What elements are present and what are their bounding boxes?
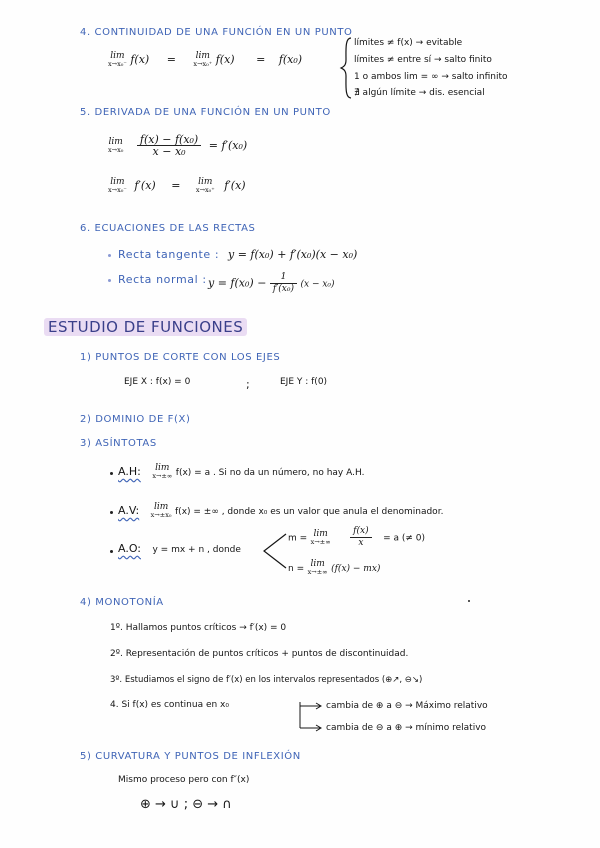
derivative-term: f′(x) [224, 179, 246, 192]
fraction-denominator: x [358, 538, 364, 548]
lateral-derivatives [108, 178, 246, 194]
lim-subscript: x→±∞ [152, 472, 173, 480]
derivative-result: = f′(x₀) [208, 138, 248, 152]
lim-subscript-right: x→x₀⁺ [193, 60, 213, 68]
section-5-title: 5. DERIVADA DE UNA FUNCIÓN EN UN PUNTO [80, 107, 331, 118]
av-text: f(x) = ±∞ , donde x₀ es un valor que anula el denominador. [175, 507, 444, 517]
lim-label: lim [310, 559, 325, 569]
lim-subscript: x→x₀ [108, 145, 124, 154]
lim-label: lim [110, 177, 125, 187]
case-1: límites ≠ f(x) → evitable [354, 38, 463, 48]
fraction-numerator: f(x) [350, 526, 371, 538]
fraction-numerator: 1 [270, 272, 297, 284]
bullet-dot [108, 279, 111, 282]
bullet-dot [108, 254, 111, 257]
normal-eq-end: (x − x₀) [300, 279, 335, 290]
y-axis-cut: EJE Y : f(0) [280, 377, 328, 387]
monotony-step-2: 2º. Representación de puntos críticos + puntos de discontinuidad. [110, 649, 409, 659]
stray-dot [468, 600, 470, 602]
section-4-title: 4. CONTINUIDAD DE UNA FUNCIÓN EN UN PUNTO [80, 27, 353, 38]
equals-sign: = [166, 53, 176, 66]
minimum-rule: cambia de ⊖ a ⊕ → mínimo relativo [326, 723, 487, 733]
normal-label: Recta normal : [118, 273, 207, 286]
equals-sign: = [256, 53, 266, 66]
tangent-label: Recta tangente : [118, 248, 220, 261]
normal-eq-start: y = f(x₀) − [208, 276, 267, 290]
brace-icon [340, 36, 354, 100]
monotony-title: 4) MONOTONÍA [80, 597, 164, 608]
monotony-step-1: 1º. Hallamos puntos críticos → f′(x) = 0 [110, 623, 287, 633]
equals-sign: = [171, 179, 181, 192]
lim-label: lim [198, 177, 213, 187]
fraction-denominator: f′(x₀) [272, 284, 294, 294]
curvature-title: 5) CURVATURA Y PUNTOS DE INFLEXIÓN [80, 751, 301, 762]
curvature-rule: Mismo proceso pero con f″(x) [118, 775, 250, 785]
concavity-signs: ⊕ → ∪ ; ⊖ → ∩ [140, 797, 232, 812]
ao-label: A.O: [118, 542, 141, 555]
intercept-result: (f(x) − mx) [331, 564, 381, 574]
x-axis-cut: EJE X : f(x) = 0 [124, 377, 191, 387]
derivative-formula [108, 134, 247, 157]
derivative-term: f′(x) [134, 179, 156, 192]
intercept-formula [288, 560, 380, 576]
fx-term: f(x) [215, 53, 235, 66]
av-label: A.V: [118, 504, 140, 517]
m-label: m = [288, 533, 308, 544]
ah-text: f(x) = a . Si no da un número, no hay A.H. [175, 468, 365, 478]
tangent-equation: y = f(x₀) + f′(x₀)(x − x₀) [228, 248, 358, 261]
domain-title: 2) DOMINIO DE F(X) [80, 414, 191, 425]
case-2: límites ≠ entre sí → salto finito [354, 55, 492, 65]
normal-equation [208, 272, 335, 295]
separator: ; [246, 378, 250, 391]
lim-subscript: x→±∞ [310, 537, 331, 546]
fx0-term: f(x₀) [278, 53, 303, 66]
cut-points-title: 1) PUNTOS DE CORTE CON LOS EJES [80, 352, 281, 363]
asymptotes-title: 3) ASÍNTOTAS [80, 438, 157, 449]
bullet-dot [110, 472, 113, 475]
oblique-asymptote [118, 542, 241, 557]
bullet-dot [110, 550, 113, 553]
lim-label: lim [195, 51, 210, 61]
monotony-step-4: 4. Si f(x) es continua en x₀ [110, 700, 229, 710]
fraction-numerator: f(x) − f(x₀) [137, 134, 201, 146]
slope-formula [288, 526, 425, 549]
maximum-rule: cambia de ⊕ a ⊖ → Máximo relativo [326, 701, 488, 711]
lim-label: lim [108, 136, 123, 147]
n-label: n = [288, 564, 305, 574]
lim-label: lim [110, 51, 125, 61]
case-4: ∄ algún límite → dis. esencial [354, 88, 485, 98]
bullet-dot [110, 511, 113, 514]
fraction-denominator: x − x₀ [152, 145, 186, 158]
fx-term: f(x) [130, 53, 150, 66]
case-3: 1 o ambos lim = ∞ → salto infinito [354, 72, 508, 82]
ao-equation: y = mx + n , donde [152, 545, 241, 555]
lim-subscript: x→±∞ [307, 568, 328, 576]
lim-label: lim [153, 502, 169, 512]
lim-label: lim [155, 463, 170, 473]
slope-result: = a (≠ 0) [383, 533, 426, 544]
angle-bracket-icon [262, 532, 288, 570]
lim-subscript-left: x→x₀⁻ [108, 186, 127, 194]
ah-label: A.H: [118, 465, 141, 478]
lim-subscript: x→±x₀ [150, 511, 172, 519]
horizontal-asymptote [118, 464, 364, 480]
lim-subscript-left: x→x₀⁻ [108, 60, 127, 68]
lim-label: lim [313, 528, 328, 539]
monotony-step-3: 3º. Estudiamos el signo de f′(x) en los intervalos representados (⊕↗, ⊖↘) [110, 675, 423, 685]
main-heading: ESTUDIO DE FUNCIONES [44, 318, 247, 336]
section-6-title: 6. ECUACIONES DE LAS RECTAS [80, 223, 256, 234]
lim-subscript-right: x→x₀⁺ [195, 186, 215, 194]
branch-arrow-icon [298, 700, 324, 732]
continuity-formula [108, 52, 302, 68]
vertical-asymptote [118, 503, 443, 519]
